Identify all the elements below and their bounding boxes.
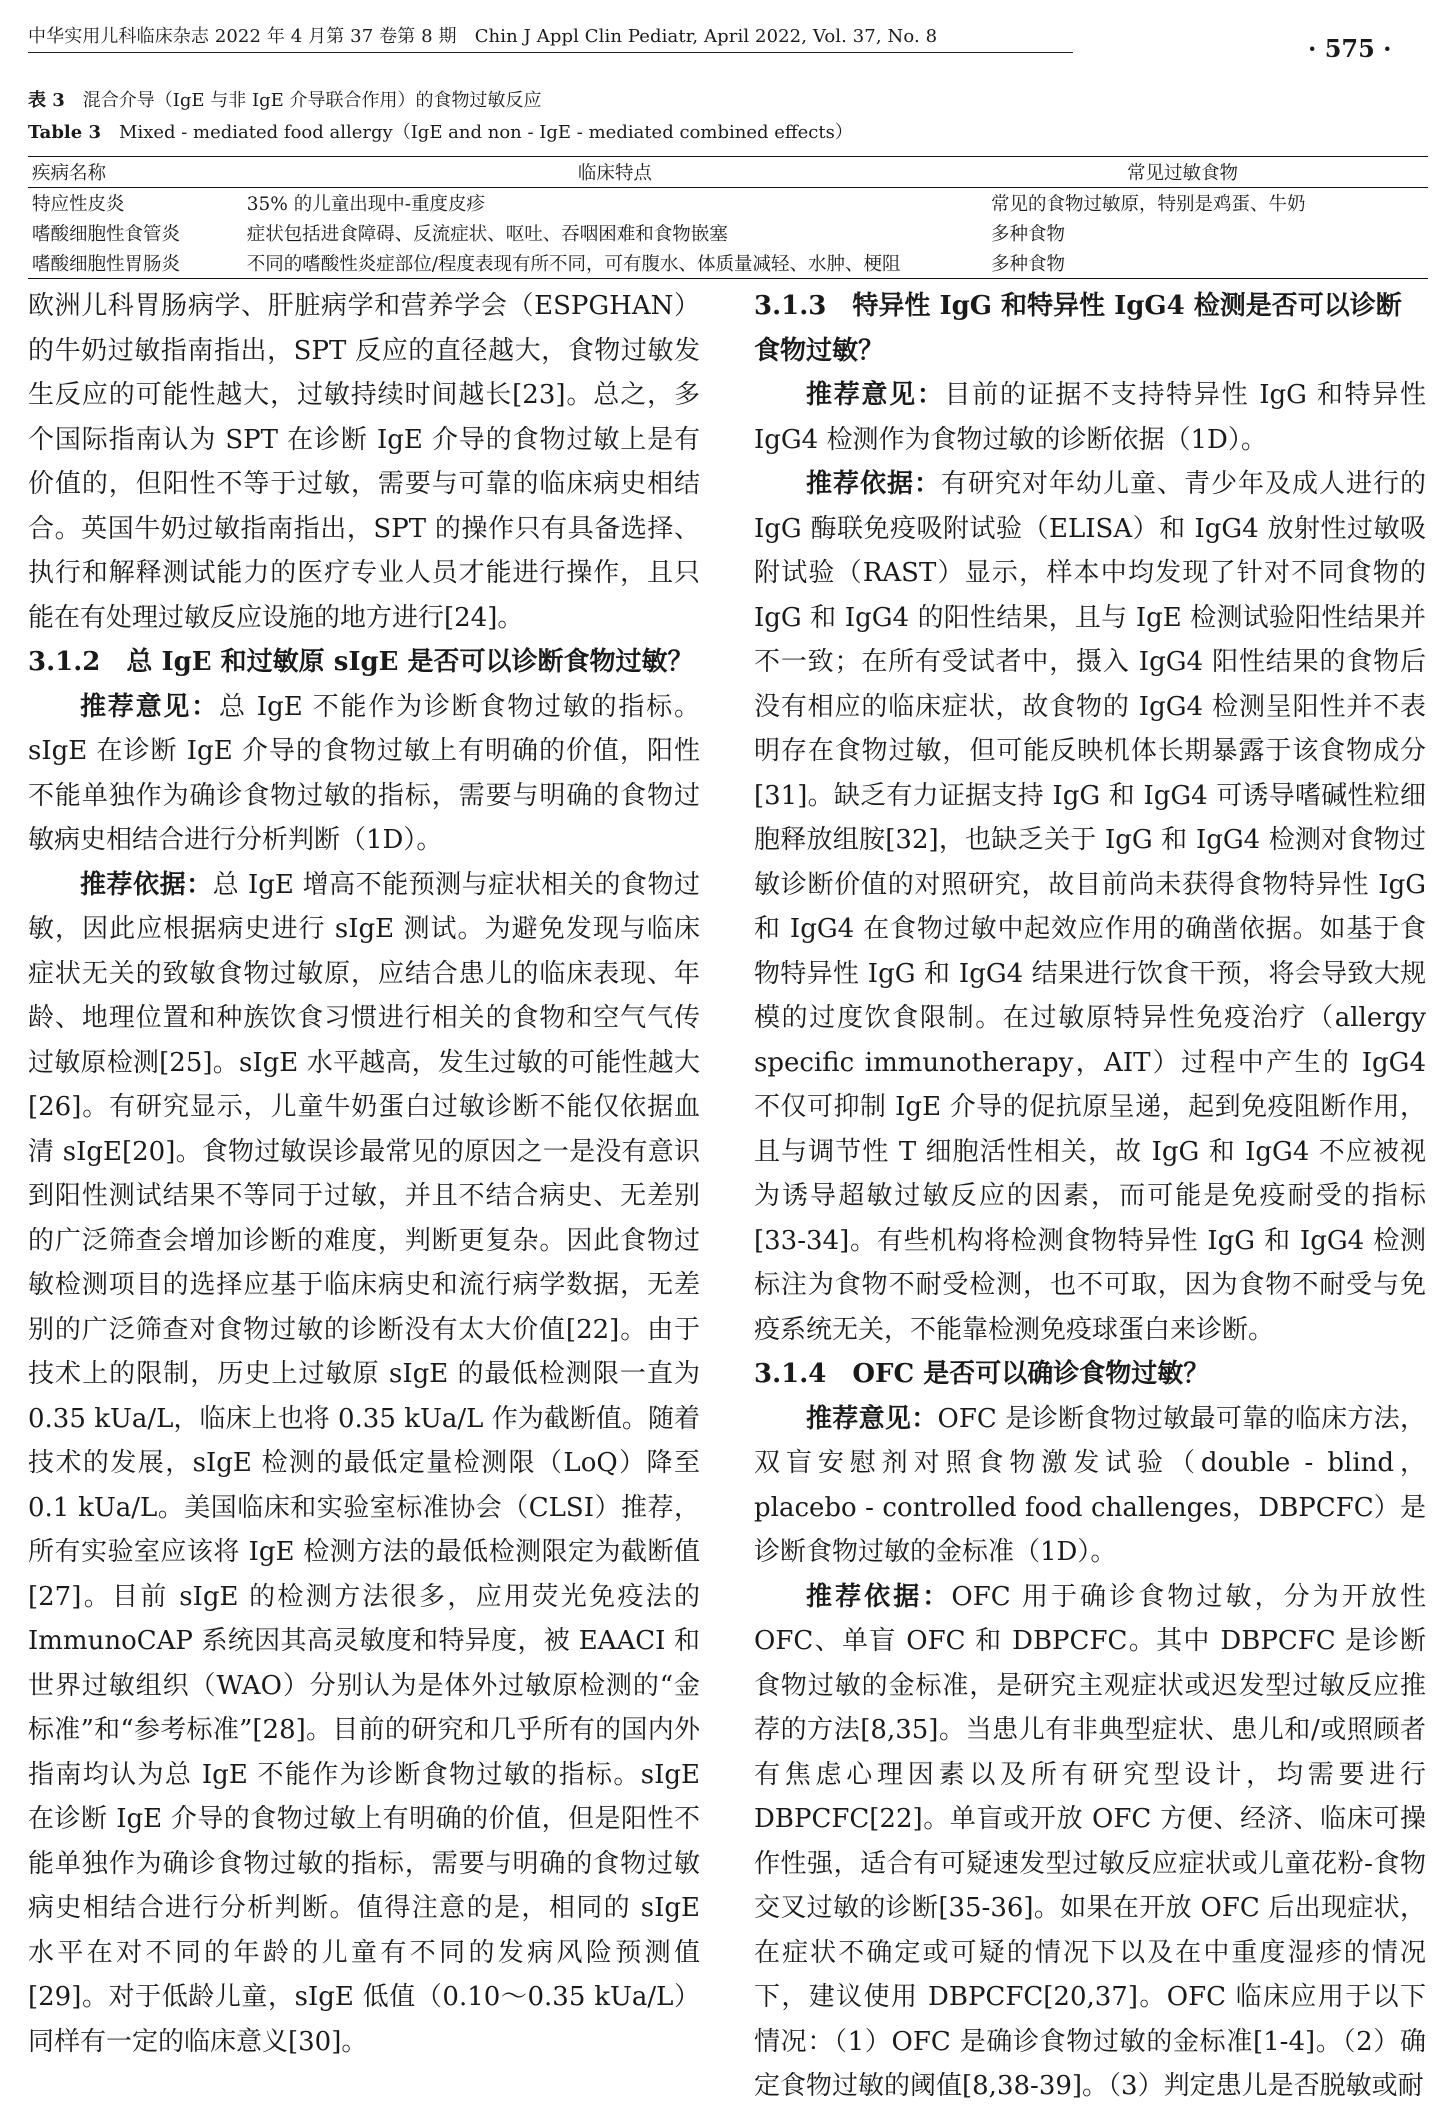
recommendation-paragraph xyxy=(28,685,700,863)
basis-text: OFC 用于确诊食物过敏，分为开放性 OFC、单盲 OFC 和 DBPCFC。其中 DBPCFC 是诊断食物过敏的金标准，是研究主观症状或迟发型过敏反应推荐的方法[8,35]。当患儿有非典型症状、患儿和/或照顾者有焦虑心理因素以及所有研究型设计，均需要进行 DBPCFC[22]。单盲或开放 OFC 方便、经济、临床可操作性强，适合有可疑速发型过敏反应症状或儿童花粉-食物交叉过敏的诊断[35-36]。如果在开放 OFC 后出现症状，在症状不确定或可疑的情况下以及在中重度湿疹的情况下，建议使用 DBPCFC[20,37]。OFC 临床应用于以下情况：（1）OFC 是确诊食物过敏的金标准[1-4]。（2）确定食物过敏的阈值[8,38-39]。（3）判定患儿是否脱敏或耐 xyxy=(754,1581,1426,2101)
table-cell: 嗜酸细胞性胃肠炎 xyxy=(28,248,243,279)
basis-paragraph xyxy=(28,863,700,2065)
section-title: 特异性 IgG 和特异性 IgG4 检测是否可以诊断食物过敏？ xyxy=(754,291,1402,366)
table-cell: 症状包括进食障碍、反流症状、呕吐、吞咽困难和食物嵌塞 xyxy=(246,224,728,245)
basis-paragraph xyxy=(754,462,1426,1352)
table-cell: 不同的嗜酸性炎症部位/程度表现有所不同，可有腹水、体质量减轻、水肿、梗阻 xyxy=(243,248,987,279)
table-caption-en: Mixed - mediated food allergy（IgE and non - IgE - mediated combined effects） xyxy=(119,122,853,143)
col-header-disease: 疾病名称 xyxy=(28,157,243,188)
col-header-foods: 常见过敏食物 xyxy=(987,157,1428,188)
table-cell: 特应性皮炎 xyxy=(32,194,125,215)
recommendation-text: 目前的证据不支持特异性 IgG 和特异性 IgG4 检测作为食物过敏的诊断依据（1D）。 xyxy=(754,380,1426,455)
col-header-features: 临床特点 xyxy=(243,157,987,188)
table-caption-zh: 混合介导（IgE 与非 IgE 介导联合作用）的食物过敏反应 xyxy=(82,90,542,111)
basis-label: 推荐依据： xyxy=(806,469,941,499)
page-number: · 575 · xyxy=(1308,34,1392,63)
section-number: 3.1.4 xyxy=(754,1359,827,1389)
section-title: OFC 是否可以确诊食物过敏？ xyxy=(852,1359,1210,1389)
recommendation-text: 总 IgE 不能作为诊断食物过敏的指标。sIgE 在诊断 IgE 介导的食物过敏上有明确的价值，阳性不能单独作为确诊食物过敏的指标，需要与明确的食物过敏病史相结合进行分析判断（1D）。 xyxy=(28,691,700,855)
right-column xyxy=(754,284,1426,2109)
table-label-zh: 表 3 xyxy=(28,90,65,111)
table-cell: 多种食物 xyxy=(990,224,1065,245)
section-heading-3-1-4 xyxy=(754,1352,1426,1397)
recommendation-label: 推荐意见： xyxy=(806,1403,938,1434)
table-cell: 嗜酸细胞性食管炎 xyxy=(32,224,181,245)
recommendation-text: OFC 是诊断食物过敏最可靠的临床方法，双盲安慰剂对照食物激发试验（double - blind，placebo - controlled food challenges，DBPCFC）是诊断食物过敏的金标准（1D）。 xyxy=(754,1403,1426,1567)
table-row xyxy=(28,248,1428,279)
recommendation-paragraph xyxy=(754,1397,1426,1575)
table-row xyxy=(28,218,1428,248)
paragraph-spt-continuation: 欧洲儿科胃肠病学、肝脏病学和营养学会（ESPGHAN）的牛奶过敏指南指出，SPT 反应的直径越大，食物过敏发生反应的可能性越大，过敏持续时间越长[23]。总之，多个国际指南认为 SPT 在诊断 IgE 介导的食物过敏上是有价值的，但阳性不等于过敏，需要与可靠的临床病史相结合。英国牛奶过敏指南指出，SPT 的操作只有具备选择、执行和解释测试能力的医疗专业人员才能进行操作，且只能在有处理过敏反应设施的地方进行[24]。 xyxy=(28,291,700,633)
table-title-zh xyxy=(28,86,542,112)
section-heading-3-1-2 xyxy=(28,640,700,685)
running-header: 中华实用儿科临床杂志 2022 年 4 月第 37 卷第 8 期 Chin J Appl Clin Pediatr, April 2022, Vol. 37, No. 8 xyxy=(28,26,938,47)
table-header-row xyxy=(28,157,1428,188)
basis-paragraph xyxy=(754,1575,1426,2109)
basis-text: 有研究对年幼儿童、青少年及成人进行的 IgG 酶联免疫吸附试验（ELISA）和 IgG4 放射性过敏吸附试验（RAST）显示，样本中均发现了针对不同食物的 IgG 和 IgG4 的阳性结果，且与 IgE 检测试验阳性结果并不一致；在所有受试者中，摄入 IgG4 阳性结果的食物后没有相应的临床症状，故食物的 IgG4 检测呈阳性并不表明存在食物过敏，但可能反映机体长期暴露于该食物成分[31]。缺乏有力证据支持 IgG 和 IgG4 可诱导嗜碱性粒细胞释放组胺[32]，也缺乏关于 IgG 和 IgG4 检测对食物过敏诊断价值的对照研究，故目前尚未获得食物特异性 IgG 和 IgG4 在食物过敏中起效应作用的确凿依据。如基于食物特异性 IgG 和 IgG4 结果进行饮食干预，将会导致大规模的过度饮食限制。在过敏原特异性免疫治疗（allergy specific immunotherapy，AIT）过程中产生的 IgG4 不仅可抑制 IgE 介导的促抗原呈递，起到免疫阻断作用，且与调节性 T 细胞活性相关，故 IgG 和 IgG4 不应被视为诱导超敏过敏反应的因素，而可能是免疫耐受的指标[33-34]。有些机构将检测食物特异性 IgG 和 IgG4 检测标注为食物不耐受检测，也不可取，因为食物不耐受与免疫系统无关，不能靠检测免疫球蛋白来诊断。 xyxy=(754,469,1426,1345)
basis-text: 总 IgE 增高不能预测与症状相关的食物过敏，因此应根据病史进行 sIgE 测试。为避免发现与临床症状无关的致敏食物过敏原，应结合患儿的临床表现、年龄、地理位置和种族饮食习惯进行相关的食物和空气气传过敏原检测[25]。sIgE 水平越高，发生过敏的可能性越大[26]。有研究显示，儿童牛奶蛋白过敏诊断不能仅依据血清 sIgE[20]。食物过敏误诊最常见的原因之一是没有意识到阳性测试结果不等同于过敏，并且不结合病史、无差别的广泛筛查会增加诊断的难度，判断更复杂。因此食物过敏检测项目的选择应基于临床病史和流行病学数据，无差别的广泛筛查对食物过敏的诊断没有太大价值[22]。由于技术上的限制，历史上过敏原 sIgE 的最低检测限一直为 0.35 kUa/L，临床上也将 0.35 kUa/L 作为截断值。随着技术的发展，sIgE 检测的最低定量检测限（LoQ）降至 0.1 kUa/L。美国临床和实验室标准协会（CLSI）推荐，所有实验室应该将 IgE 检测方法的最低检测限定为截断值[27]。目前 sIgE 的检测方法很多，应用荧光免疫法的 ImmunoCAP 系统因其高灵敏度和特异度，被 EAACI 和世界过敏组织（WAO）分别认为是体外过敏原检测的“金标准”和“参考标准”[28]。目前的研究和几乎所有的国内外指南均认为总 IgE 不能作为诊断食物过敏的指标。sIgE 在诊断 IgE 介导的食物过敏上有明确的价值，但是阳性不能单独作为确诊食物过敏的指标，需要与明确的食物过敏病史相结合进行分析判断。值得注意的是，相同的 sIgE 水平在对不同的年龄的儿童有不同的发病风险预测值[29]。对于低龄儿童，sIgE 低值（0.10～0.35 kUa/L）同样有一定的临床意义[30]。 xyxy=(28,869,700,2057)
header-rule xyxy=(28,52,1073,53)
section-heading-3-1-3 xyxy=(754,284,1426,373)
recommendation-label: 推荐意见： xyxy=(80,691,219,722)
table-row xyxy=(28,188,1428,219)
section-number: 3.1.3 xyxy=(754,291,827,321)
section-number: 3.1.2 xyxy=(28,647,101,677)
table-label-en: Table 3 xyxy=(28,122,102,143)
recommendation-paragraph xyxy=(754,373,1426,462)
table-cell: 多种食物 xyxy=(987,248,1428,279)
table-cell: 35% 的儿童出现中-重度皮疹 xyxy=(246,194,486,215)
basis-label: 推荐依据： xyxy=(806,1581,952,1612)
left-column xyxy=(28,284,700,2064)
food-allergy-table xyxy=(28,156,1428,279)
recommendation-label: 推荐意见： xyxy=(806,380,945,410)
table-cell: 常见的食物过敏原，特别是鸡蛋、牛奶 xyxy=(990,194,1306,215)
section-title: 总 IgE 和过敏原 sIgE 是否可以诊断食物过敏？ xyxy=(126,647,694,677)
table-title-en xyxy=(28,118,853,144)
basis-label: 推荐依据： xyxy=(80,869,213,900)
